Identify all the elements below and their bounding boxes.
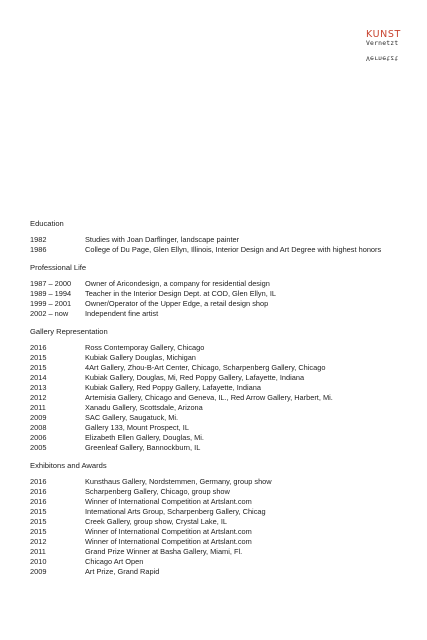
entry-year: 2016 (30, 477, 47, 486)
logo-line-vernetzt-mirrored: Vernetzt (366, 54, 399, 63)
cv-entry (30, 443, 405, 453)
entry-text: Creek Gallery, group show, Crystal Lake, IL (85, 517, 227, 526)
cv-entry (30, 289, 405, 299)
entry-text: Artemisia Gallery, Chicago and Geneva, IL., Red Arrow Gallery, Harbert, Mi. (85, 393, 333, 402)
entry-text: Kubiak Gallery, Douglas, Mi, Red Poppy Gallery, Lafayette, Indiana (85, 373, 305, 382)
cv-entry (30, 235, 405, 245)
cv-entry (30, 423, 405, 433)
entry-text: Greenleaf Gallery, Bannockburn, IL (85, 443, 201, 452)
entry-year: 2016 (30, 487, 47, 496)
cv-entry (30, 343, 405, 353)
logo-title: KUNST (366, 29, 401, 40)
entry-text: Chicago Art Open (85, 557, 144, 566)
entry-text: Winner of International Competition at Artslant.com (85, 497, 252, 506)
entry-text: Elizabeth Ellen Gallery, Douglas, Mi. (85, 433, 204, 442)
entry-text: Art Prize, Grand Rapid (85, 567, 160, 576)
entry-year: 1987 – 2000 (30, 279, 72, 288)
cv-entry (30, 547, 405, 557)
entry-text: Studies with Joan Darflinger, landscape painter (85, 235, 240, 244)
cv-entry (30, 393, 405, 403)
entry-year: 2013 (30, 383, 47, 392)
cv-entry (30, 309, 405, 319)
entry-year: 2011 (30, 547, 46, 556)
entry-year: 2005 (30, 443, 47, 452)
entry-year: 2006 (30, 433, 47, 442)
entry-text: SAC Gallery, Saugatuck, Mi. (85, 413, 179, 422)
cv-entry (30, 487, 405, 497)
logo-line-vernetzt: Vernetzt (366, 39, 399, 47)
cv-entry (30, 403, 405, 413)
cv-entry (30, 353, 405, 363)
cv-entry (30, 567, 405, 577)
cv-entry (30, 373, 405, 383)
entry-year: 2015 (30, 527, 47, 536)
entry-text: Kubiak Gallery, Red Poppy Gallery, Lafayette, Indiana (85, 383, 261, 392)
entry-text: Kubiak Gallery Douglas, Michigan (85, 353, 196, 362)
entry-year: 1986 (30, 245, 47, 254)
entry-year: 1999 – 2001 (30, 299, 72, 308)
cv-section (30, 327, 405, 453)
cv-entry (30, 279, 405, 289)
entry-year: 2012 (30, 393, 47, 402)
entry-text: Owner/Operator of the Upper Edge, a retail design shop (85, 299, 269, 308)
entry-year: 2015 (30, 507, 47, 516)
cv-entry (30, 433, 405, 443)
entry-year: 2012 (30, 537, 47, 546)
entry-year: 1982 (30, 235, 47, 244)
entry-year: 2008 (30, 423, 47, 432)
entry-text: 4Art Gallery, Zhou-B-Art Center, Chicago, Scharpenberg Gallery, Chicago (85, 363, 326, 372)
entry-year: 2016 (30, 343, 47, 352)
entry-text: International Arts Group, Scharpenberg Gallery, Chicag (85, 507, 266, 516)
cv-document (30, 219, 405, 577)
cv-entry (30, 527, 405, 537)
entry-text: Scharpenberg Gallery, Chicago, group show (85, 487, 230, 496)
cv-entry (30, 497, 405, 507)
entry-year: 1989 – 1994 (30, 289, 72, 298)
cv-section (30, 461, 405, 577)
entry-text: Winner of International Competition at Artslant.com (85, 527, 252, 536)
cv-entry (30, 537, 405, 547)
cv-entry (30, 507, 405, 517)
cv-entry (30, 477, 405, 487)
entry-year: 2015 (30, 517, 47, 526)
entry-text: Owner of Aricondesign, a company for residential design (85, 279, 270, 288)
cv-entry (30, 557, 405, 567)
entry-text: Ross Contemporay Gallery, Chicago (85, 343, 205, 352)
entry-text: College of Du Page, Glen Ellyn, Illinois, Interior Design and Art Degree with highest honors (85, 245, 382, 254)
entry-text: Gallery 133, Mount Prospect, IL (85, 423, 189, 432)
entry-text: Kunsthaus Gallery, Nordstemmen, Germany, group show (85, 477, 272, 486)
cv-entry (30, 517, 405, 527)
entry-year: 2014 (30, 373, 47, 382)
section-heading: Education (30, 219, 64, 228)
entry-year: 2015 (30, 353, 47, 362)
kunst-vernetzt-logo (366, 30, 416, 65)
entry-year: 2009 (30, 413, 47, 422)
cv-section (30, 219, 405, 255)
entry-year: 2015 (30, 363, 47, 372)
entry-year: 2002 – now (30, 309, 69, 318)
entry-year: 2016 (30, 497, 47, 506)
cv-entry (30, 299, 405, 309)
cv-entry (30, 413, 405, 423)
cv-section (30, 263, 405, 319)
entry-text: Teacher in the Interior Design Dept. at COD, Glen Ellyn, IL (85, 289, 277, 298)
entry-year: 2009 (30, 567, 47, 576)
section-heading: Professional Life (30, 263, 87, 272)
entry-text: Grand Prize Winner at Basha Gallery, Miami, Fl. (85, 547, 243, 556)
entry-year: 2011 (30, 403, 46, 412)
cv-entry (30, 363, 405, 373)
entry-year: 2010 (30, 557, 47, 566)
entry-text: Xanadu Gallery, Scottsdale, Arizona (85, 403, 203, 412)
section-heading: Exhibitons and Awards (30, 461, 107, 470)
cv-entry (30, 245, 405, 255)
entry-text: Winner of International Competition at Artslant.com (85, 537, 252, 546)
entry-text: Independent fine artist (85, 309, 159, 318)
section-heading: Gallery Representation (30, 327, 108, 336)
cv-entry (30, 383, 405, 393)
